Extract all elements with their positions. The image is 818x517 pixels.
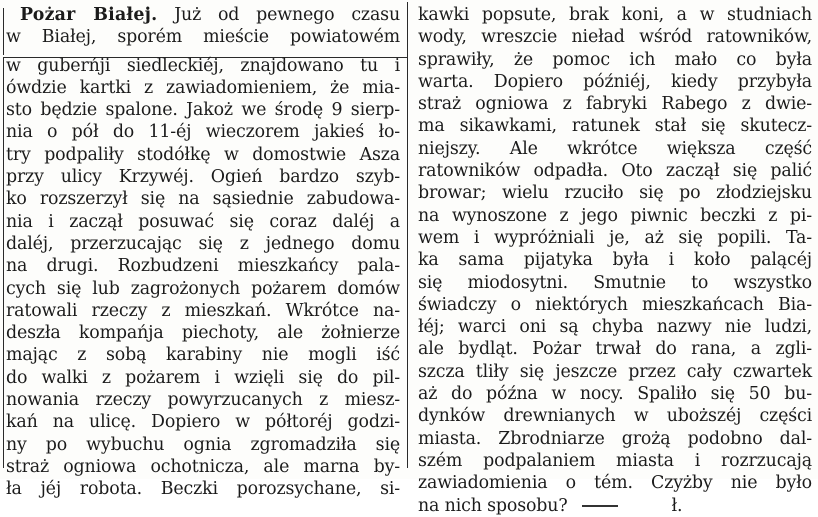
article-line: nia o pół do 11-éj wieczorem jakieś ło- — [6, 122, 400, 143]
column-rule-left-lower — [3, 58, 4, 468]
article-line: do walki z pożarem i wzięli się do pil- — [6, 367, 400, 388]
article-line: ła jéj robota. Beczki porozsychane, si- — [6, 479, 400, 500]
article-line: deszła kompańja piechoty, ale żołnierze — [6, 323, 400, 344]
article-line: w Białej, sporém mieście powiatowém — [6, 27, 400, 48]
article-line: sprawiły, że pomoc ich mało co była — [418, 49, 812, 70]
article-line: kań na ulicę. Dopiero w półtoréj godzi- — [6, 412, 400, 433]
article-line: mając z sobą karabiny nie mogli iść — [6, 345, 400, 366]
article-line: browar; wielu rzuciło się po złodziejsku — [418, 183, 812, 204]
article-line: ko rozszerzył się na sąsiednie zabudowa- — [6, 189, 400, 210]
article-column-left — [6, 4, 400, 501]
article-line: się miodosytni. Smutnie to wszystko — [418, 272, 812, 293]
article-line: łéj; warci oni są chyba nazwy nie ludzi, — [418, 317, 812, 338]
article-line: miasta. Zbrodniarze grożą podobno dal- — [418, 428, 812, 449]
article-line: nowania rzeczy powyrzucanych z miesz- — [6, 390, 400, 411]
article-line: aż do późna w nocy. Spaliło się 50 bu- — [418, 384, 812, 405]
article-line: ka sama pijatyka była i koło palącéj — [418, 250, 812, 271]
article-line: warta. Dopiero późniéj, kiedy przybyła — [418, 71, 812, 92]
article-final-line: na nich sposobu? ł. — [418, 495, 683, 516]
article-line: świadczy o niektórych mieszkańcach Bia- — [418, 294, 812, 315]
article-line: cych się lub zagrożonych pożarem domów — [6, 278, 400, 299]
article-line: sto będzie spalone. Jakoż we środę 9 sierp- — [6, 100, 400, 121]
article-line: na drugi. Rozbudzeni mieszkańcy pala- — [6, 256, 400, 277]
author-signature: ł. — [671, 495, 683, 516]
article-line: wody, wreszcie nieład wśród ratowników, — [418, 27, 812, 48]
article-line: ówdzie kartki z zawiadomieniem, że mia- — [6, 77, 400, 98]
article-line: wem i wypróżniali je, aż się popili. Ta- — [418, 227, 812, 248]
article-line: szém podpalaniem miasta i rozrzucają — [418, 450, 812, 471]
article-line: niejszy. Ale wkrótce większa część — [418, 138, 812, 159]
article-line: szcza tliły się jeszcze przez cały czwartek — [418, 361, 812, 382]
article-line: zawiadomienia o tém. Czyżby nie było — [418, 473, 812, 494]
article-line: ratowali rzeczy z mieszkań. Wkrótce na- — [6, 300, 400, 321]
article-line: dynków drewnianych w uboższéj części — [418, 406, 812, 427]
article-line: straż ogniowa z fabryki Rabego z dwie- — [418, 94, 812, 115]
end-of-article-rule — [582, 505, 618, 506]
article-line: try podpaliły stodółkę w domostwie Asza — [6, 144, 400, 165]
article-line: kawki popsute, brak koni, a w studniach — [418, 5, 812, 25]
article-line: ale bydląt. Pożar trwał do rana, a zgli- — [418, 339, 812, 360]
article-line: Pożar Białej. Już od pewnego czasu — [20, 5, 400, 25]
article-line: ratowników odpadła. Oto zaczął się palić — [418, 161, 812, 182]
article-line: straż ogniowa ochotnicza, ale marna by- — [6, 456, 400, 477]
article-line: na wynoszone z jego piwnic beczki z pi- — [418, 205, 812, 226]
article-line: ma sikawkami, ratunek stał się skutecz- — [418, 116, 812, 137]
column-rule-left-upper — [3, 8, 4, 55]
article-column-right — [418, 4, 812, 517]
article-line: daléj, przerzucając się z jednego domu — [6, 233, 400, 254]
article-line: ny po wybuchu ognia zgromadziła się — [6, 434, 400, 455]
article-line: w guberńji siedleckiéj, znajdowano tu i — [6, 55, 400, 76]
article-line: nia i zaczął posuwać się coraz daléj a — [6, 211, 400, 232]
article-heading: Pożar Białej. — [20, 5, 158, 25]
column-divider — [407, 2, 408, 468]
article-line: przy ulicy Krzywéj. Ogień bardzo szyb- — [6, 167, 400, 188]
